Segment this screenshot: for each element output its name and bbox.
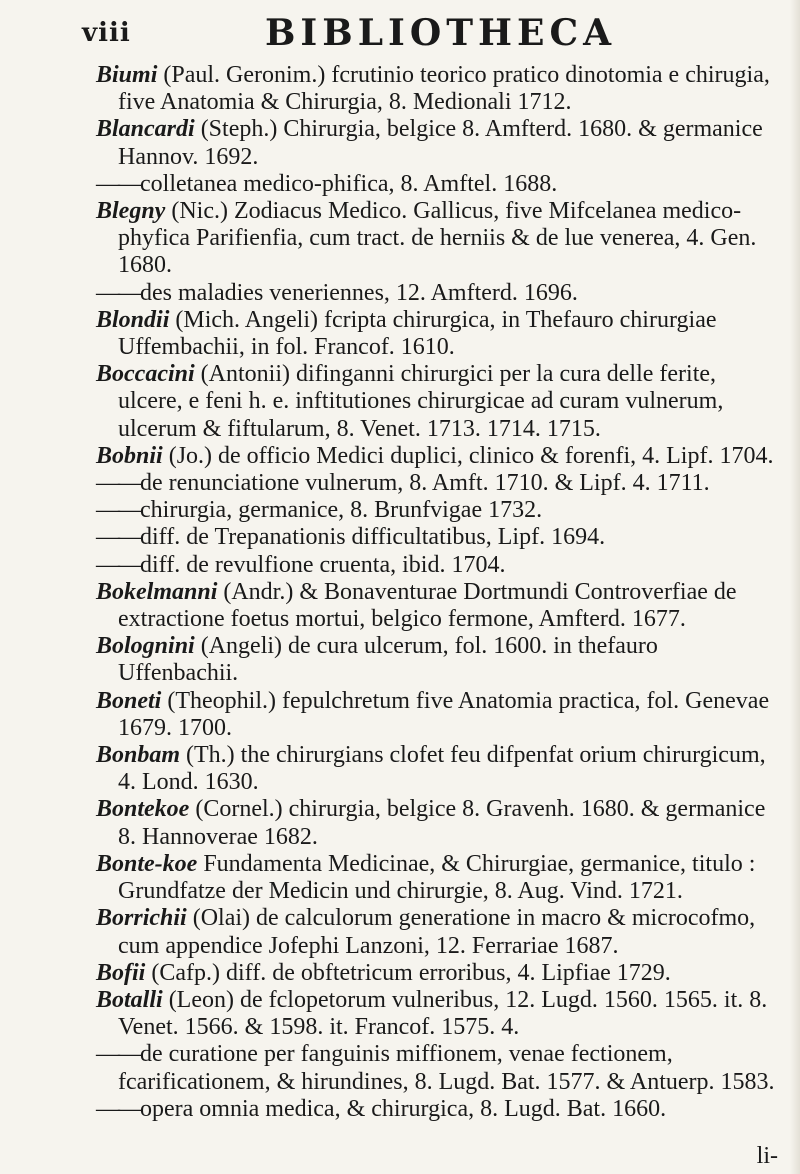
page-number: viii [82, 18, 131, 48]
bibliography-list [96, 62, 784, 1123]
entry-text: opera omnia medica, & chirurgica, 8. Lugd. Bat. 1660. [140, 1095, 667, 1122]
bibliography-entry [96, 307, 784, 361]
entry-headword: Bokelmanni [96, 578, 218, 605]
entry-headword: Bolognini [96, 633, 195, 660]
bibliography-entry [96, 443, 784, 470]
entry-headword: —— [96, 551, 140, 578]
entry-headword: Bofii [96, 959, 146, 986]
entry-headword: Bontekoe [96, 796, 190, 823]
bibliography-entry [96, 470, 784, 497]
entry-text: (Cornel.) chirurgia, belgice 8. Gravenh. 1680. & germanice 8. Hannoverae 1682. [118, 796, 766, 850]
entry-headword: Blegny [96, 198, 166, 225]
entry-text: chirurgia, germanice, 8. Brunfvigae 1732. [140, 497, 543, 524]
entry-text: (Leon) de fclopetorum vulneribus, 12. Lugd. 1560. 1565. it. 8. Venet. 1566. & 1598. it. Francof. 1575. 4. [118, 986, 768, 1041]
entry-text: (Andr.) & Bonaventurae Dortmundi Controverfiae de extractione foetus mortui, belgico fermone, Amfterd. 1677. [118, 578, 737, 633]
entry-headword: —— [96, 170, 140, 197]
entry-text: colletanea medico-phifica, 8. Amftel. 1688. [140, 170, 558, 197]
page-title: BIBLIOTHECA [265, 12, 617, 54]
entry-text: (Angeli) de cura ulcerum, fol. 1600. in thefauro Uffenbachii. [118, 633, 658, 687]
entry-headword: Bonte-koe [96, 850, 198, 877]
entry-headword: —— [96, 1095, 140, 1122]
bibliography-entry [96, 1041, 784, 1095]
bibliography-entry [96, 987, 784, 1041]
bibliography-entry [96, 905, 784, 959]
entry-text: (Nic.) Zodiacus Medico. Gallicus, five Mifcelanea medico-phyfica Parifienfia, cum tract. de herniis & de lue venerea, 4. Gen. 1680. [118, 198, 757, 279]
entry-text: diff. de revulfione cruenta, ibid. 1704. [140, 551, 506, 578]
running-header [0, 12, 800, 52]
bibliography-entry [96, 361, 784, 443]
entry-headword: Blondii [96, 306, 170, 333]
entry-text: (Theophil.) fepulchretum five Anatomia practica, fol. Genevae 1679. 1700. [118, 687, 770, 741]
entry-headword: Borrichii [96, 905, 187, 932]
bibliography-entry [96, 171, 784, 198]
entry-text: (Cafp.) diff. de obftetricum erroribus, 4. Lipfiae 1729. [145, 959, 671, 986]
bibliography-entry [96, 688, 784, 742]
entry-headword: —— [96, 470, 140, 497]
entry-headword: Blancardi [96, 116, 195, 143]
entry-headword: Boccacini [96, 361, 195, 388]
catchword: li- [756, 1143, 778, 1169]
entry-text: (Jo.) de officio Medici duplici, clinico & forenfi, 4. Lipf. 1704. [162, 442, 774, 469]
entry-text: (Mich. Angeli) fcripta chirurgica, in Thefauro chirurgiae Uffembachii, in fol. Francof. 1610. [118, 306, 717, 361]
bibliography-entry [96, 62, 784, 116]
entry-text: (Th.) the chirurgians clofet feu difpenfat orium chirurgicum, 4. Lond. 1630. [118, 742, 766, 796]
entry-headword: Bobnii [96, 442, 163, 469]
bibliography-entry [96, 524, 784, 551]
bibliography-entry [96, 1096, 784, 1123]
bibliography-entry [96, 851, 784, 905]
entry-headword: Boneti [96, 687, 162, 714]
bibliography-entry [96, 198, 784, 280]
bibliography-entry [96, 116, 784, 170]
entry-text: de curatione per fanguinis miffionem, venae fectionem, fcarificationem, & hirundines, 8. Lugd. Bat. 1577. & Antuerp. 1583. [118, 1041, 775, 1095]
entry-headword: —— [96, 1041, 140, 1068]
bibliography-entry [96, 960, 784, 987]
bibliography-entry [96, 579, 784, 633]
entry-text: des maladies veneriennes, 12. Amfterd. 1696. [140, 279, 578, 306]
page-edge [790, 0, 800, 1174]
entry-headword: —— [96, 497, 140, 524]
entry-headword: Bonbam [96, 742, 181, 769]
entry-text: diff. de Trepanationis difficultatibus, Lipf. 1694. [140, 524, 606, 551]
entry-headword: —— [96, 524, 140, 551]
bibliography-entry [96, 742, 784, 796]
entry-text: Fundamenta Medicinae, & Chirurgiae, germanice, titulo : Grundfatze der Medicin und chirurgie, 8. Aug. Vind. 1721. [118, 850, 756, 905]
bibliography-entry [96, 633, 784, 687]
bibliography-entry [96, 280, 784, 307]
entry-text: de renunciatione vulnerum, 8. Amft. 1710. & Lipf. 4. 1711. [140, 470, 710, 497]
entry-text: (Paul. Geronim.) fcrutinio teorico pratico dinotomia e chirugia, five Anatomia & Chirurgia, 8. Medionali 1712. [118, 62, 770, 116]
entry-headword: Botalli [96, 986, 163, 1013]
bibliography-entry [96, 796, 784, 850]
entry-text: (Steph.) Chirurgia, belgice 8. Amfterd. 1680. & germanice Hannov. 1692. [118, 116, 763, 170]
entry-headword: —— [96, 279, 140, 306]
entry-text: (Antonii) difinganni chirurgici per la cura delle ferite, ulcere, e feni h. e. inftitutiones chirurgicae ad curam vulnerum, ulcerum & fiftularum, 8. Venet. 1713. 1714. 1715. [118, 361, 724, 442]
entry-headword: Biumi [96, 62, 158, 88]
bibliography-entry [96, 497, 784, 524]
entry-text: (Olai) de calculorum generatione in macro & microcofmo, cum appendice Jofephi Lanzoni, 12. Ferrariae 1687. [118, 905, 756, 959]
bibliography-entry [96, 552, 784, 579]
